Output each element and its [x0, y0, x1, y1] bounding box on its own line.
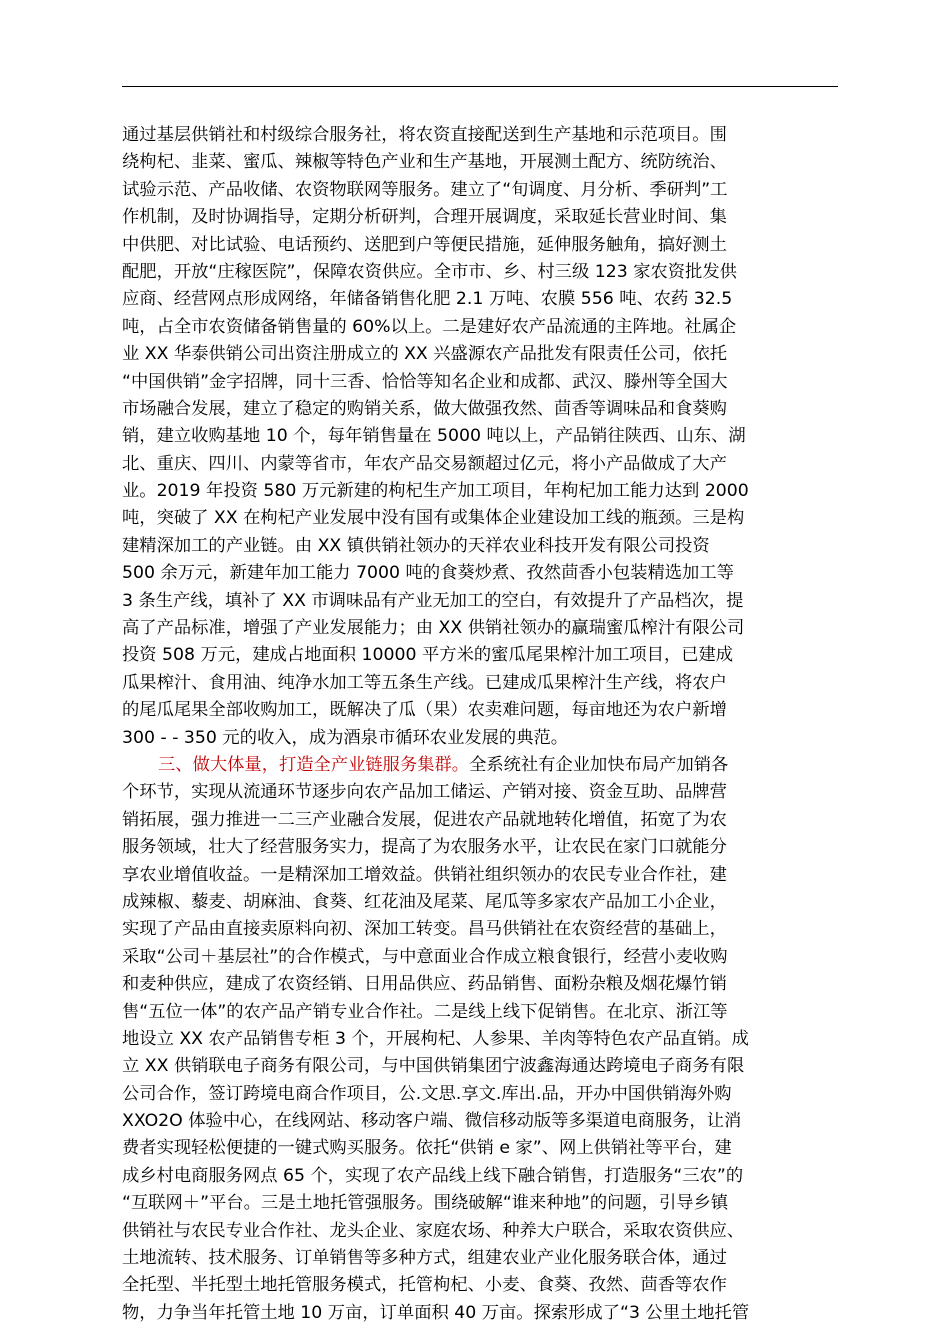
text-line: 应商、经营网点形成网络，年储备销售化肥 2.1 万吨、农膜 556 吨、农药 32.5 [122, 289, 733, 310]
text-line: 供销社与农民专业合作社、龙头企业、家庭农场、种养大户联合，采取农资供应、 [122, 1220, 745, 1241]
text-line: 公司合作，签订跨境电商合作项目，公.文思.享文.库出.品，开办中国供销海外购 [122, 1083, 732, 1104]
text-line: 服务领域，壮大了经营服务实力，提高了为农服务水平，让农民在家门口就能分 [122, 837, 727, 858]
text-line: 销拓展，强力推进一二三产业融合发展，促进农产品就地转化增值，拓宽了为农 [122, 809, 727, 830]
paragraph-1 [122, 122, 842, 752]
text-line: 业 XX 华泰供销公司出资注册成立的 XX 兴盛源农产品批发有限责任公司，依托 [122, 344, 728, 365]
text-line: 市场融合发展，建立了稳定的购销关系，做大做强孜然、茴香等调味品和食葵购 [122, 398, 727, 419]
text-line: 建精深加工的产业链。由 XX 镇供销社领办的天祥农业科技开发有限公司投资 [122, 535, 710, 556]
text-line: 3 条生产线，填补了 XX 市调味品有产业无加工的空白，有效提升了产品档次，提 [122, 590, 744, 611]
text-line: “互联网＋”平台。三是土地托管强服务。围绕破解“谁来种地”的问题，引导乡镇 [122, 1193, 729, 1214]
text-line: 配肥，开放“庄稼医院”，保障农资供应。全市市、乡、村三级 123 家农资批发供 [122, 261, 737, 282]
text-line: 享农业增值收益。一是精深加工增效益。供销社组织领办的农民专业合作社，建 [122, 864, 727, 885]
text-line: 费者实现轻松便捷的一键式购买服务。依托“供销 e 家”、网上供销社等平台，建 [122, 1138, 732, 1159]
text-line: 土地流转、技术服务、订单销售等多种方式，组建农业产业化服务联合体，通过 [122, 1248, 727, 1269]
text-line: 销，建立收购基地 10 个，每年销售量在 5000 吨以上，产品销往陕西、山东、湖 [122, 426, 746, 447]
text-line: 瓜果榨汁、食用油、纯净水加工等五条生产线。已建成瓜果榨汁生产线，将农户 [122, 672, 727, 693]
text-line: 300 - - 350 元的收入，成为酒泉市循环农业发展的典范。 [122, 727, 569, 748]
text-line: 业。2019 年投资 580 万元新建的枸杞生产加工项目，年枸杞加工能力达到 2000 [122, 481, 749, 502]
text-line: 吨，占全市农资储备销售量的 60%以上。二是建好农产品流通的主阵地。社属企 [122, 316, 737, 337]
text-line: 中供肥、对比试验、电话预约、送肥到户等便民措施，延伸服务触角，搞好测土 [122, 234, 727, 255]
text-line: 北、重庆、四川、内蒙等省市，年农产品交易额超过亿元，将小产品做成了大产 [122, 453, 727, 474]
text-line: 地设立 XX 农产品销售专柜 3 个，开展枸杞、人参果、羊肉等特色农产品直销。成 [122, 1028, 749, 1049]
text-line: 成乡村电商服务网点 65 个，实现了农产品线上线下融合销售，打造服务“三农”的 [122, 1165, 744, 1186]
header-rule [122, 86, 838, 87]
text-line: 物，力争当年托管土地 10 万亩，订单面积 40 万亩。探索形成了“3 公里土地托管 [122, 1302, 750, 1323]
text-line: 实现了产品由直接卖原料向初、深加工转变。昌马供销社在农资经营的基础上， [122, 919, 727, 940]
text-line: “中国供销”金字招牌，同十三香、恰恰等知名企业和成都、武汉、滕州等全国大 [122, 371, 728, 392]
section-heading: 三、做大体量，打造全产业链服务集群。 [158, 754, 470, 775]
text-line: 试验示范、产品收储、农资物联网等服务。建立了“旬调度、月分析、季研判”工 [122, 179, 728, 200]
text-line: 作机制，及时协调指导，定期分析研判，合理开展调度，采取延长营业时间、集 [122, 207, 727, 228]
text-line: 和麦种供应，建成了农资经销、日用品供应、药品销售、面粉杂粮及烟花爆竹销 [122, 974, 727, 995]
text-line: 绕枸杞、韭菜、蜜瓜、辣椒等特色产业和生产基地，开展测土配方、统防统治、 [122, 152, 727, 173]
document-body [122, 122, 842, 1327]
text-line: 采取“公司＋基层社”的合作模式，与中意面业合作成立粮食银行，经营小麦收购 [122, 946, 728, 967]
text-line: 立 XX 供销联电子商务有限公司，与中国供销集团宁波鑫海通达跨境电子商务有限 [122, 1056, 745, 1077]
paragraph-2-first-line [122, 752, 842, 779]
text-line: 吨，突破了 XX 在枸杞产业发展中没有国有或集体企业建设加工线的瓶颈。三是构 [122, 508, 745, 529]
text-line: 通过基层供销社和村级综合服务社，将农资直接配送到生产基地和示范项目。围 [122, 125, 727, 145]
text-line: 售“五位一体”的农产品产销专业合作社。二是线上线下促销售。在北京、浙江等 [122, 1001, 728, 1022]
text-line: 500 余万元，新建年加工能力 7000 吨的食葵炒煮、孜然茴香小包装精选加工等 [122, 563, 734, 584]
text-line: 投资 508 万元，建成占地面积 10000 平方米的蜜瓜尾果榨汁加工项目，已建成 [122, 645, 734, 666]
paragraph-2 [122, 752, 842, 1327]
text-line: 全托型、半托型土地托管服务模式，托管枸杞、小麦、食葵、孜然、茴香等农作 [122, 1275, 727, 1296]
text-line: 个环节，实现从流通环节逐步向农产品加工储运、产销对接、资金互助、品牌营 [122, 782, 727, 803]
text-line: 高了产品标准，增强了产业发展能力；由 XX 供销社领办的赢瑞蜜瓜榨汁有限公司 [122, 618, 745, 639]
paragraph-2-first-text: 全系统社有企业加快布局产加销各 [469, 754, 729, 775]
text-line: 成辣椒、藜麦、胡麻油、食葵、红花油及尾菜、尾瓜等多家农产品加工小企业， [122, 891, 727, 912]
text-line: 的尾瓜尾果全部收购加工，既解决了瓜（果）农卖难问题，每亩地还为农户新增 [122, 700, 727, 721]
text-line: XXO2O 体验中心，在线网站、移动客户端、微信移动版等多渠道电商服务，让消 [122, 1111, 742, 1132]
